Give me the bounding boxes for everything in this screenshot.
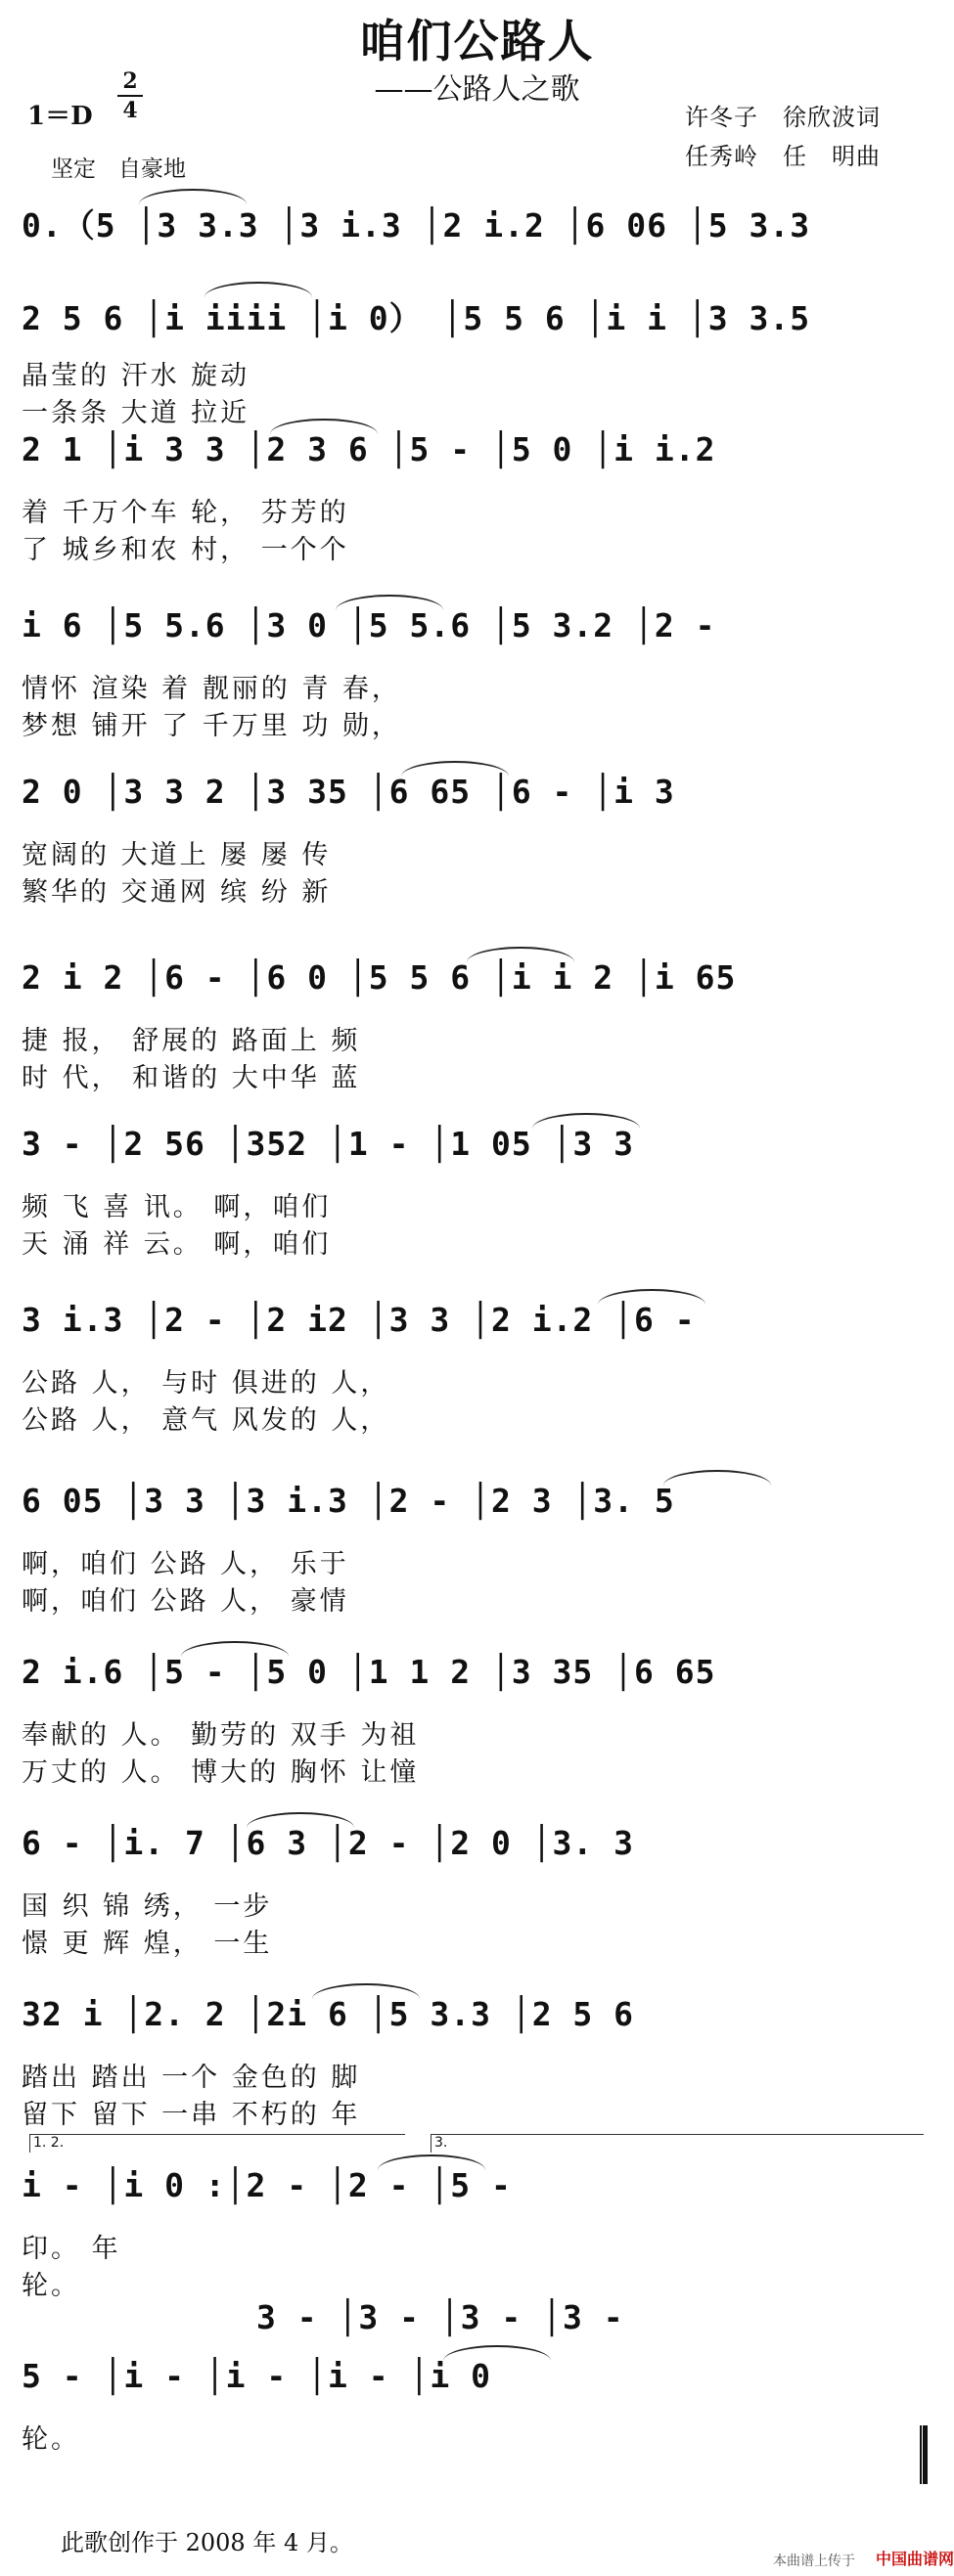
slur-mark [312, 1983, 420, 1999]
song-title: 咱们公路人 [359, 15, 595, 67]
slur-mark [378, 2154, 485, 2170]
notes-line: 2 5 6 │i iiii │i 0） │5 5 6 │i i │3 3.5 [22, 299, 811, 337]
song-subtitle: ——公路人之歌 [374, 72, 580, 107]
upper-notes-line: 3 - │3 - │3 - │3 - [256, 2298, 624, 2336]
slur-mark [598, 1289, 705, 1305]
lyric-line-1: 印。 年 [22, 2234, 121, 2264]
lyric-line-1: 啊，咱们 公路 人， 乐于 [22, 1549, 349, 1579]
volta-second-ending: 3. [431, 2134, 924, 2153]
upload-source-text: 本曲谱上传于 [773, 2554, 855, 2569]
notes-line: 2 i.6 │5 - │5 0 │1 1 2 │3 35 │6 65 [22, 1653, 716, 1691]
notes-line: 2 0 │3 3 2 │3 35 │6 65 │6 - │i 3 [22, 773, 675, 811]
notes-line: 6 05 │3 3 │3 i.3 │2 - │2 3 │3. 5 [22, 1482, 675, 1520]
lyricist-credit: 许冬子 徐欣波词 [685, 104, 881, 131]
slur-mark [181, 1641, 289, 1657]
lyric-line-2: 繁华的 交通网 缤 纷 新 [22, 877, 332, 908]
notes-line: i 6 │5 5.6 │3 0 │5 5.6 │5 3.2 │2 - [22, 606, 716, 644]
lyric-line-1: 轮。 [22, 2424, 80, 2455]
lyric-line-1: 国 织 锦 绣， 一步 [22, 1891, 273, 1922]
lyric-line-1: 踏出 踏出 一个 金色的 脚 [22, 2063, 361, 2093]
lyric-line-2: 啊，咱们 公路 人， 豪情 [22, 1586, 349, 1617]
slur-mark [247, 1812, 354, 1828]
slur-mark [204, 282, 312, 297]
lyric-line-2: 憬 更 辉 煌， 一生 [22, 1929, 273, 1959]
slur-mark [532, 1113, 640, 1129]
time-signature-bottom: 4 [122, 98, 138, 123]
lyric-line-2: 梦想 铺开 了 千万里 功 勋， [22, 711, 401, 741]
lyric-line-2: 了 城乡和农 村， 一个个 [22, 535, 349, 565]
notes-line: 3 - │2 56 │352 │1 - │1 05 │3 3 [22, 1125, 635, 1163]
lyric-line-1: 奉献的 人。 勤劳的 双手 为祖 [22, 1720, 420, 1751]
site-logo: 中国曲谱网 [876, 2550, 954, 2568]
notes-line: 5 - │i - │i - │i - │i 0 [22, 2357, 491, 2395]
notes-line: 32 i │2. 2 │2i 6 │5 3.3 │2 5 6 [22, 1995, 635, 2033]
key-signature: 1＝D [27, 102, 93, 131]
lyric-line-2: 天 涌 祥 云。 啊，咱们 [22, 1229, 332, 1260]
time-signature-top: 2 [122, 68, 138, 94]
notes-line: 6 - │i. 7 │6 3 │2 - │2 0 │3. 3 [22, 1824, 635, 1862]
time-signature [117, 70, 143, 121]
lyric-line-2: 公路 人， 意气 风发的 人， [22, 1405, 390, 1436]
lyric-line-2: 留下 留下 一串 不朽的 年 [22, 2100, 361, 2130]
tempo-marking: 坚定 自豪地 [51, 156, 186, 182]
lyric-line-1: 宽阔的 大道上 屡 屡 传 [22, 840, 332, 870]
volta-first-ending: 1. 2. [29, 2134, 405, 2153]
lyric-line-2: 轮。 [22, 2271, 80, 2301]
slur-mark [663, 1470, 771, 1486]
notes-line: 2 1 │i 3 3 │2 3 6 │5 - │5 0 │i i.2 [22, 430, 716, 468]
time-signature-divider [117, 95, 143, 97]
notes-line: 3 i.3 │2 - │2 i2 │3 3 │2 i.2 │6 - [22, 1301, 696, 1339]
slur-mark [443, 2345, 551, 2361]
lyric-line-1: 情怀 渲染 着 靓丽的 青 春， [22, 674, 401, 704]
lyric-line-1: 晶莹的 汗水 旋动 [22, 361, 250, 391]
lyric-line-2: 万丈的 人。 博大的 胸怀 让憧 [22, 1757, 420, 1788]
notes-line: 2 i 2 │6 - │6 0 │5 5 6 │i i 2 │i 65 [22, 958, 737, 997]
lyric-line-1: 着 千万个车 轮， 芬芳的 [22, 498, 349, 528]
slur-mark [401, 761, 509, 777]
slur-mark [467, 947, 574, 962]
lyric-line-2: 一条条 大道 拉近 [22, 398, 250, 428]
lyric-line-1: 频 飞 喜 讯。 啊，咱们 [22, 1192, 332, 1222]
notes-line: i - │i 0 :│2 - │2 - │5 - [22, 2166, 512, 2204]
notes-line: 0.（5 │3 3.3 │3 i.3 │2 i.2 │6 06 │5 3.3 [22, 206, 811, 244]
creation-footnote: 此歌创作于 2008 年 4 月。 [61, 2529, 353, 2556]
composer-credit: 任秀岭 任 明曲 [685, 143, 881, 170]
lyric-line-1: 公路 人， 与时 俱进的 人， [22, 1368, 390, 1399]
lyric-line-2: 时 代， 和谐的 大中华 蓝 [22, 1063, 361, 1093]
lyric-line-1: 捷 报， 舒展的 路面上 频 [22, 1026, 361, 1056]
final-barline [920, 2425, 928, 2484]
slur-mark [336, 595, 443, 610]
slur-mark [139, 189, 247, 204]
